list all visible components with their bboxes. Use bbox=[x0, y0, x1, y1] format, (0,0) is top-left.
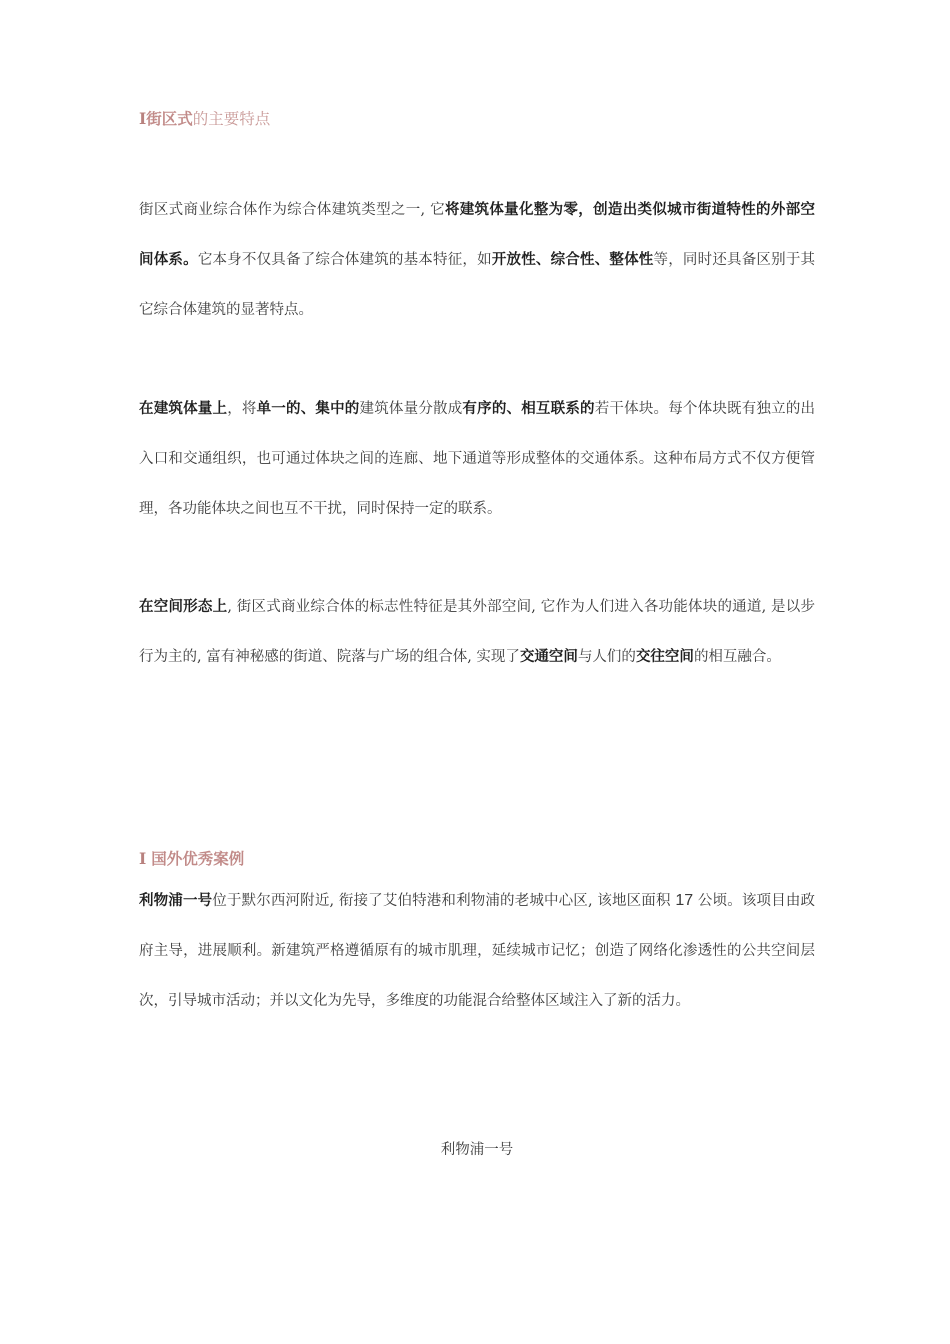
text: 建筑体量分散成 bbox=[359, 401, 463, 417]
text: 位于默尔西河附近, 衔接了艾伯特港和利物浦的老城中心区, 该地区面积 bbox=[212, 893, 676, 909]
bold-text: 交往空间 bbox=[635, 648, 694, 665]
text: 它本身不仅具备了综合体建筑的基本特征，如 bbox=[197, 252, 492, 268]
bold-text: 在建筑体量上 bbox=[139, 400, 228, 417]
heading-bar: I bbox=[139, 849, 147, 868]
bold-text: 有序的、相互联系的 bbox=[462, 400, 595, 417]
text: 公顷。该项目由政府主导，进展顺利。新建筑严格遵循原有的城市肌理，延续城市记忆；创造了网络化渗透性的公共空间层次，引导城市活动；并以文化为先导，多维度的功能混合给整体区域注入了新的活力。 bbox=[139, 893, 816, 1009]
text: 的相互融合。 bbox=[693, 649, 781, 665]
text: ，将 bbox=[227, 401, 257, 417]
paragraph-volume bbox=[139, 384, 815, 534]
bold-text: 在空间形态上 bbox=[139, 598, 228, 615]
paragraph-case bbox=[139, 876, 815, 1026]
heading-bold: 街区式 bbox=[146, 109, 193, 128]
heading-text: 的主要特点 bbox=[192, 110, 271, 128]
area-number: 17 bbox=[675, 892, 694, 909]
text: 若干体块。每个体块既有独立的出入口和交通组织，也可通过体块之间的连廊、地下通道等形成整体的交通体系。这种布局方式不仅方便管理，各功能体块之间也互不干扰，同时保持一定的联系。 bbox=[139, 401, 816, 517]
paragraph-space bbox=[139, 582, 815, 682]
text: 等，同时还具备区别于其它综合体建筑的显著特点。 bbox=[139, 252, 816, 318]
section-heading-cases bbox=[139, 849, 244, 869]
text: , 街区式商业综合体的标志性特征是其外部空间, 它作为人们进入各功能体块的通道, 是以步行为主的, 富有神秘感的街道、院落与广场的组合体, 实现了 bbox=[139, 599, 816, 665]
bold-text: 利物浦一号 bbox=[139, 892, 213, 909]
heading-bold: 国外优秀案例 bbox=[151, 849, 245, 868]
section-heading-features bbox=[139, 109, 270, 129]
bold-text: 开放性、综合性、整体性 bbox=[491, 251, 654, 268]
image-caption: 利物浦一号 bbox=[440, 1142, 514, 1158]
bold-text: 交通空间 bbox=[519, 648, 578, 665]
paragraph-intro bbox=[139, 185, 815, 335]
bold-text: 单一的、集中的 bbox=[256, 400, 360, 417]
text: 与人们的 bbox=[577, 649, 636, 665]
heading-bar: I bbox=[139, 109, 147, 128]
bold-text: 将建筑体量化整为零，创造出类似城市街道特性的外部空间体系。 bbox=[139, 201, 816, 268]
text: 街区式商业综合体作为综合体建筑类型之一, 它 bbox=[139, 202, 445, 218]
